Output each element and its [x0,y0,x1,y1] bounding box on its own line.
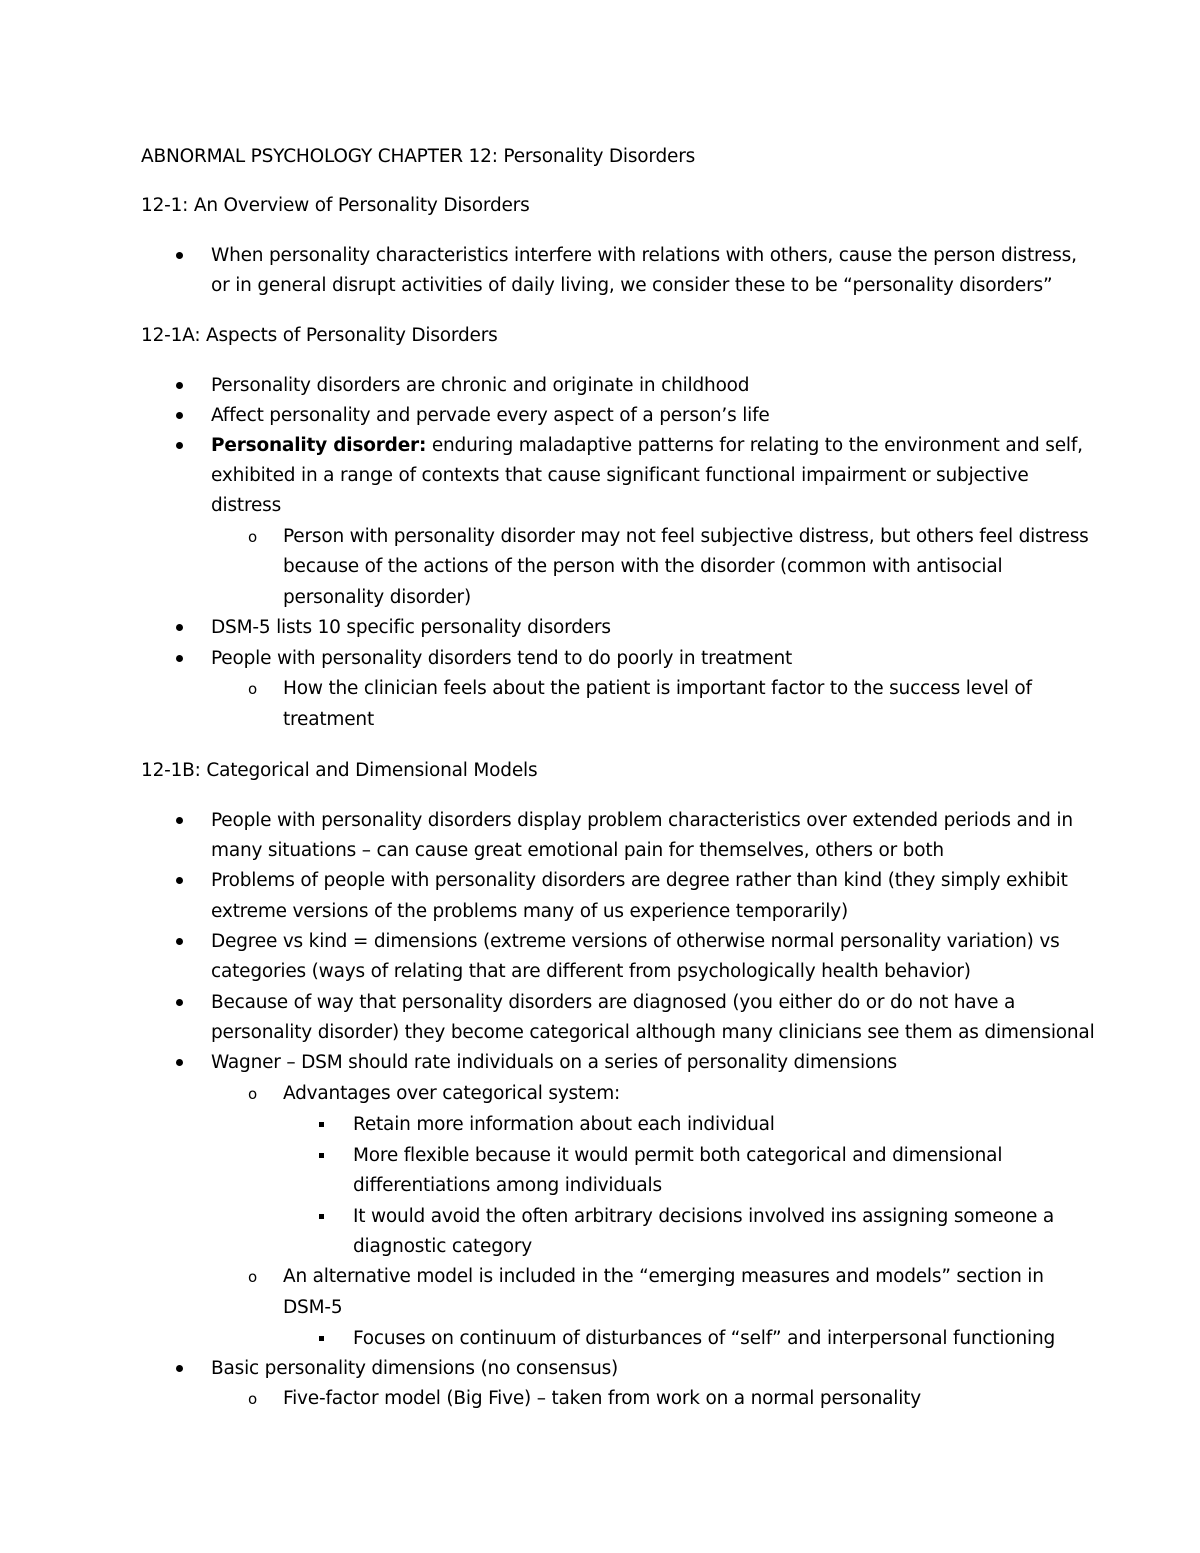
list-item-text: Personality disorders are chronic and originate in childhood [211,375,750,396]
sub-item-text: How the clinician feels about the patient is important factor to the success level of [283,678,1032,699]
bullet-dot [176,808,183,832]
sub-item-text: because of the actions of the person with the disorder (common with antisocial [283,556,1003,577]
bullet-dot [176,929,183,953]
list-item-text: People with personality disorders tend to do poorly in treatment [211,648,793,669]
bullet-dot [176,990,183,1014]
sub-sub-item-text: It would avoid the often arbitrary decisions involved ins assigning someone a [353,1206,1055,1227]
document-title: ABNORMAL PSYCHOLOGY CHAPTER 12: Personality Disorders [141,146,696,167]
sub-item-text: DSM-5 [283,1297,343,1318]
bullet-dot [176,615,183,639]
bullet-circle: o [248,680,257,698]
bullet-square [319,1143,324,1167]
list-item-text: Problems of people with personality disorders are degree rather than kind (they simply exhibit [211,870,1068,891]
list-item-text: Degree vs kind = dimensions (extreme versions of otherwise normal personality variation) vs [211,931,1060,952]
bullet-square [319,1326,324,1350]
bullet-dot [176,868,183,892]
bullet-square [319,1112,324,1136]
bullet-circle: o [248,1268,257,1286]
bullet-circle: o [248,528,257,546]
bullet-dot [176,1356,183,1380]
bullet-dot [176,403,183,427]
sub-item-text: Person with personality disorder may not feel subjective distress, but others feel distress [283,526,1089,547]
sub-item-text: Advantages over categorical system: [283,1083,621,1104]
list-item-text: People with personality disorders display problem characteristics over extended periods and in [211,810,1073,831]
list-item-text: or in general disrupt activities of daily living, we consider these to be “personality disorders” [211,275,1053,296]
list-item-text: Affect personality and pervade every aspect of a person’s life [211,405,770,426]
sub-sub-item-text: Retain more information about each individual [353,1114,775,1135]
sub-sub-item-text: diagnostic category [353,1236,533,1257]
bullet-dot [176,243,183,267]
list-item-text: distress [211,495,282,516]
list-item-text: When personality characteristics interfere with relations with others, cause the person distress, [211,245,1077,266]
list-item-text: exhibited in a range of contexts that cause significant functional impairment or subjective [211,465,1029,486]
bullet-square [319,1204,324,1228]
bullet-circle: o [248,1085,257,1103]
bullet-circle: o [248,1390,257,1408]
list-item-text: extreme versions of the problems many of us experience temporarily) [211,901,849,922]
list-item-text: categories (ways of relating that are different from psychologically health behavior) [211,961,971,982]
bullet-dot [176,373,183,397]
sub-sub-item-text: Focuses on continuum of disturbances of “self” and interpersonal functioning [353,1328,1056,1349]
bullet-dot [176,646,183,670]
sub-sub-item-text: More flexible because it would permit both categorical and dimensional [353,1145,1003,1166]
sub-item-text: personality disorder) [283,587,471,608]
list-item-text [211,434,1083,458]
list-item-text: personality disorder) they become categorical although many clinicians see them as dimensional [211,1022,1095,1043]
list-item-text: many situations – can cause great emotional pain for themselves, others or both [211,840,944,861]
bullet-dot [176,1050,183,1074]
list-item-text: Wagner – DSM should rate individuals on a series of personality dimensions [211,1052,897,1073]
term-bold: Personality disorder: [211,435,427,456]
sub-sub-item-text: differentiations among individuals [353,1175,662,1196]
sub-item-text: treatment [283,709,375,730]
sub-item-text: An alternative model is included in the “emerging measures and models” section in [283,1266,1044,1287]
section-heading-12-1: 12-1: An Overview of Personality Disorders [141,195,530,216]
list-item-text: DSM-5 lists 10 specific personality disorders [211,617,611,638]
section-heading-12-1b: 12-1B: Categorical and Dimensional Models [141,760,538,781]
bullet-dot [176,433,183,457]
list-item-text: Basic personality dimensions (no consensus) [211,1358,619,1379]
section-heading-12-1a: 12-1A: Aspects of Personality Disorders [141,325,498,346]
definition-text: enduring maladaptive patterns for relating to the environment and self, [426,435,1083,456]
list-item-text: Because of way that personality disorders are diagnosed (you either do or do not have a [211,992,1016,1013]
sub-item-text: Five-factor model (Big Five) – taken from work on a normal personality [283,1388,921,1409]
